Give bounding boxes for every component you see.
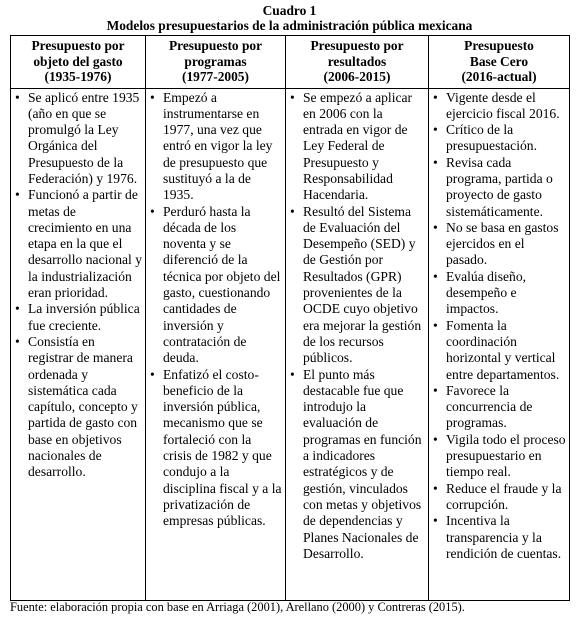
bullet-list	[149, 90, 282, 530]
list-item: • Favorece la concurrencia de programas.	[432, 383, 566, 432]
list-item: • Enfatizó el costo-beneficio de la inversión pública, mecanismo que se fortaleció con la crisis de 1982 y que condujo a la disciplina fiscal y a la privatización de empresas públicas.	[149, 367, 282, 530]
list-item: • Fomenta la coordinación horizontal y vertical entre departamentos.	[432, 318, 566, 383]
list-item: • Se empezó a aplicar en 2006 con la entrada en vigor de Ley Federal de Presupuesto y Responsabilidad Hacendaria.	[289, 90, 425, 204]
list-item: • Se aplicó entre 1935 (año en que se promulgó la Ley Orgánica del Presupuesto de la Federación) y 1976.	[14, 90, 142, 188]
column-header-resultados	[286, 36, 429, 89]
column-header-programas	[146, 36, 286, 89]
list-item: • Crítico de la presupuestación.	[432, 122, 566, 155]
list-item: • La inversión pública fue creciente.	[14, 301, 142, 334]
bullet-list	[289, 90, 425, 563]
header-line: Presupuesto por	[310, 38, 404, 53]
bullet-list	[432, 90, 566, 563]
list-item: • Funcionó a partir de metas de crecimiento en una etapa en la que el desarrollo nacional y la industrialización eran prioridad.	[14, 187, 142, 301]
list-item: • Perduró hasta la década de los noventa y se diferenció de la técnica por objeto del gasto, cuestionando cantidades de inversión y contratación de deuda.	[149, 204, 282, 367]
table-header-row	[11, 36, 570, 89]
header-line: (2006-2015)	[323, 69, 391, 84]
header-line: objeto del gasto	[33, 53, 123, 69]
list-item: • No se basa en gastos ejercidos en el pasado.	[432, 220, 566, 269]
header-line: Presupuesto por	[168, 38, 263, 53]
list-item: • Revisa cada programa, partida o proyecto de gasto sistemáticamente.	[432, 155, 566, 220]
list-item: • Evalúa diseño, desempeño e impactos.	[432, 269, 566, 318]
cell-resultados	[286, 88, 429, 600]
list-item: • Consistía en registrar de manera ordenada y sistemática cada capítulo, concepto y partida de gasto con base en objetivos nacionales de desarrollo.	[14, 334, 142, 481]
header-line: Presupuesto	[464, 38, 534, 53]
list-item: • Resultó del Sistema de Evaluación del Desempeño (SED) y de Gestión por Resultados (GPR) provenientes de la OCDE cuyo objetivo era mejorar la gestión de los recursos públicos.	[289, 204, 425, 367]
bullet-list	[14, 90, 142, 481]
header-line: (2016-actual)	[461, 69, 537, 84]
list-item: • Empezó a instrumentarse en 1977, una vez que entró en vigor la ley de presupuesto que sustituyó a la de 1935.	[149, 90, 282, 204]
header-line: programas	[184, 53, 247, 69]
list-item: • El punto más destacable fue que introdujo la evaluación de programas en función a indicadores estratégicos y de gestión, vinculados con metas y objetivos de dependencias y Planes Nacionales de Desarrollo.	[289, 367, 425, 563]
table-caption-title: Modelos presupuestarios de la administración pública mexicana	[106, 18, 473, 33]
cell-base-cero	[429, 88, 570, 600]
source-note: Fuente: elaboración propia con base en Arriaga (2001), Arellano (2000) y Contreras (2015).	[10, 600, 465, 614]
list-item: • Reduce el fraude y la corrupción.	[432, 481, 566, 514]
table-body-row	[11, 88, 570, 600]
cell-programas	[146, 88, 286, 600]
budget-models-table	[10, 35, 570, 601]
column-header-base-cero	[429, 36, 570, 89]
column-header-objeto-gasto	[11, 36, 146, 89]
cell-objeto-gasto	[11, 88, 146, 600]
header-line: (1977-2005)	[182, 69, 249, 84]
list-item: • Incentiva la transparencia y la rendición de cuentas.	[432, 513, 566, 562]
list-item: • Vigila todo el proceso presupuestario en tiempo real.	[432, 432, 566, 481]
header-line: resultados	[327, 53, 387, 69]
header-line: (1935-1976)	[44, 69, 112, 84]
list-item: • Vigente desde el ejercicio fiscal 2016.	[432, 90, 566, 123]
header-line: Presupuesto por	[31, 38, 125, 53]
header-line: Base Cero	[469, 53, 529, 69]
table-caption-number: Cuadro 1	[262, 3, 317, 18]
